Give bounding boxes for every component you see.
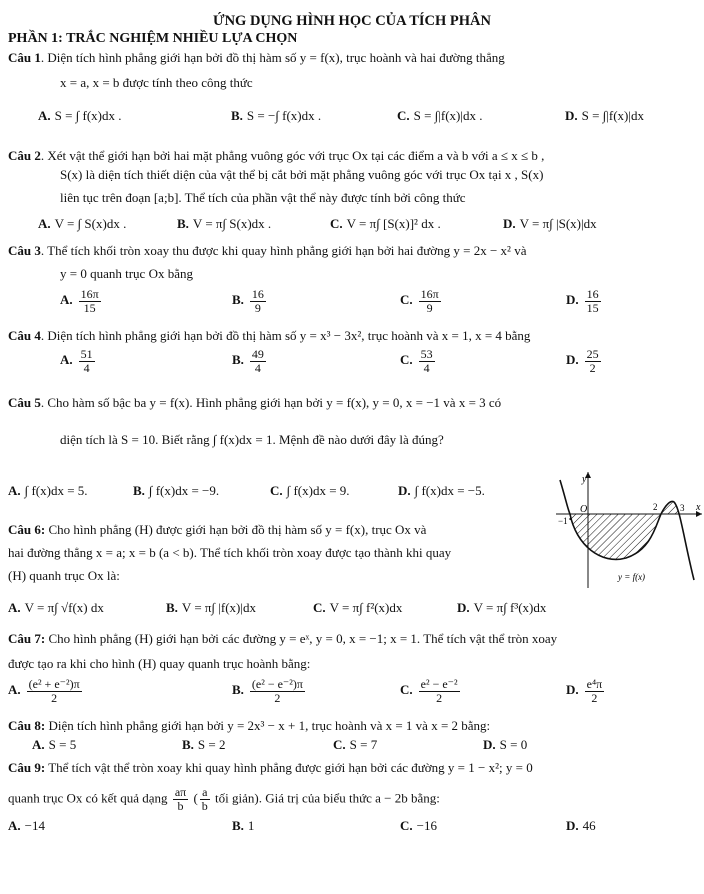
q5-option-b: B. ∫ f(x)dx = −9.	[133, 483, 220, 498]
question-5: Câu 5. Cho hàm số bậc ba y = f(x). Hình phẳng giới hạn bởi y = f(x), y = 0, x = −1 và x = 3 có	[8, 395, 502, 410]
q4-option-c: C. $\frac{53}{4}$	[400, 347, 433, 375]
q6-option-b: B. V = π∫ |f(x)|dx	[166, 600, 256, 615]
curve-label: y = f(x)	[618, 572, 646, 582]
q1-option-c: C. S = ∫|f(x)|dx .	[397, 108, 483, 123]
x-label: x	[696, 502, 701, 513]
question-3: Câu 3. Thể tích khối tròn xoay thu được khi quay hình phẳng giới hạn bởi hai đường y = 2x − x² và	[8, 243, 527, 258]
q2-option-a: A. V = ∫ S(x)dx .	[38, 216, 127, 231]
q4-option-a: A. $\frac{51}{4}$	[60, 347, 93, 375]
origin-label: O	[580, 504, 588, 515]
q6-option-c: C. V = π∫ f²(x)dx	[313, 600, 403, 615]
question-3-line2: y = 0 quanh trục Ox bằng	[60, 266, 193, 281]
page-title: ỨNG DỤNG HÌNH HỌC CỦA TÍCH PHÂN	[213, 13, 491, 29]
question-6-line2: hai đường thẳng x = a; x = b (a < b). Thể tích khối tròn xoay được tạo thành khi quay	[8, 545, 452, 560]
part-heading: PHẦN 1: TRẮC NGHIỆM NHIỀU LỰA CHỌN	[8, 31, 298, 46]
question-7-line2: được tạo ra khi cho hình (H) quay quanh trục hoành bằng:	[8, 656, 311, 671]
q3-option-c: C. $\frac{16\pi}{9}$	[400, 287, 439, 315]
question-6: Câu 6: Cho hình phẳng (H) được giới hạn bởi đồ thị hàm số y = f(x), trục Ox và	[8, 522, 427, 537]
q7-option-d: D. $\frac{\text{e⁴π}}{2}$	[566, 677, 603, 705]
q8-option-c: C. S = 7	[333, 737, 378, 752]
q8-option-b: B. S = 2	[182, 737, 226, 752]
q3-option-a: A. $\frac{16\pi}{15}$	[60, 287, 99, 315]
q3-option-b: B. $\frac{16}{9}$	[232, 287, 264, 315]
question-5-line2: diện tích là S = 10. Biết rằng ∫ f(x)dx = 1. Mệnh đề nào dưới đây là đúng?	[60, 432, 444, 447]
q9-option-b: B. 1	[232, 818, 255, 833]
q1-option-a: A. S = ∫ f(x)dx .	[38, 108, 122, 123]
question-2: Câu 2. Xét vật thể giới hạn bởi hai mặt phẳng vuông góc với trục Ox tại các điểm a và b với a ≤ x ≤ b ,	[8, 148, 545, 163]
q1-option-d: D. S = ∫|f(x)|dx	[565, 108, 644, 123]
q4-option-d: D. $\frac{25}{2}$	[566, 347, 599, 375]
q5-option-a: A. ∫ f(x)dx = 5.	[8, 483, 88, 498]
y-label: y	[582, 474, 587, 485]
q1-option-b: B. S = −∫ f(x)dx .	[231, 108, 322, 123]
shaded-region-below	[570, 514, 661, 559]
q8-option-a: A. S = 5	[32, 737, 77, 752]
question-7: Câu 7: Cho hình phẳng (H) giới hạn bởi các đường y = eˣ, y = 0, x = −1; x = 1. Thể tích vật thể tròn xoay	[8, 631, 558, 646]
q4-option-b: B. $\frac{49}{4}$	[232, 347, 264, 375]
q9-option-a: A. −14	[8, 818, 45, 833]
tick-minus1: −1	[558, 516, 568, 526]
question-1: Câu 1. Diện tích hình phẳng giới hạn bởi đồ thị hàm số y = f(x), trục hoành và hai đường thẳng	[8, 50, 505, 65]
q2-option-c: C. V = π∫ [S(x)]² dx .	[330, 216, 441, 231]
tick-2: 2	[653, 502, 658, 512]
question-1-line2: x = a, x = b được tính theo công thức	[60, 75, 253, 90]
q7-option-b: B. $\frac{\text{(e² − e⁻²)π}}{2}$	[232, 677, 303, 705]
question-4: Câu 4. Diện tích hình phẳng giới hạn bởi đồ thị hàm số y = x³ − 3x², trục hoành và x = 1, x = 4 bằng	[8, 328, 531, 343]
q5-option-d: D. ∫ f(x)dx = −5.	[398, 483, 485, 498]
q3-option-d: D. $\frac{16}{15}$	[566, 287, 599, 315]
question-9: Câu 9: Thể tích vật thể tròn xoay khi quay hình phẳng được giới hạn bởi các đường y = 1 − x²; y = 0	[8, 760, 533, 775]
question-2-line2: S(x) là diện tích thiết diện của vật thể bị cắt bởi mặt phẳng vuông góc với trục Ox tại x , S(x)	[60, 167, 544, 182]
q7-option-a: A. $\frac{\text{(e² + e⁻²)π}}{2}$	[8, 677, 80, 705]
q9-option-d: D. 46	[566, 818, 596, 833]
question-2-line3: liên tục trên đoạn [a;b]. Thể tích của phần vật thể này được tính bởi công thức	[60, 190, 466, 205]
q5-option-c: C. ∫ f(x)dx = 9.	[270, 483, 350, 498]
question-8: Câu 8: Diện tích hình phẳng giới hạn bởi y = 2x³ − x + 1, trục hoành và x = 1 và x = 2 bằng:	[8, 718, 491, 733]
question-6-line3: (H) quanh trục Ox là:	[8, 568, 120, 583]
q6-option-d: D. V = π∫ f³(x)dx	[457, 600, 547, 615]
q7-option-c: C. $\frac{\text{e² − e⁻²}}{2}$	[400, 677, 458, 705]
q2-option-b: B. V = π∫ S(x)dx .	[177, 216, 272, 231]
tick-3: 3	[680, 503, 685, 513]
q9-option-c: C. −16	[400, 818, 437, 833]
q6-option-a: A. V = π∫ √f(x) dx	[8, 600, 104, 615]
question-9-line2: quanh trục Ox có kết quả dạng $\frac{a\pi}{b}$ ( $\frac{a}{b}$ tối giản). Giá trị của biểu thức a − 2b bằng:	[8, 785, 440, 813]
cubic-graph	[556, 470, 704, 588]
q2-option-d: D. V = π∫ |S(x)|dx	[503, 216, 597, 231]
q8-option-d: D. S = 0	[483, 737, 528, 752]
